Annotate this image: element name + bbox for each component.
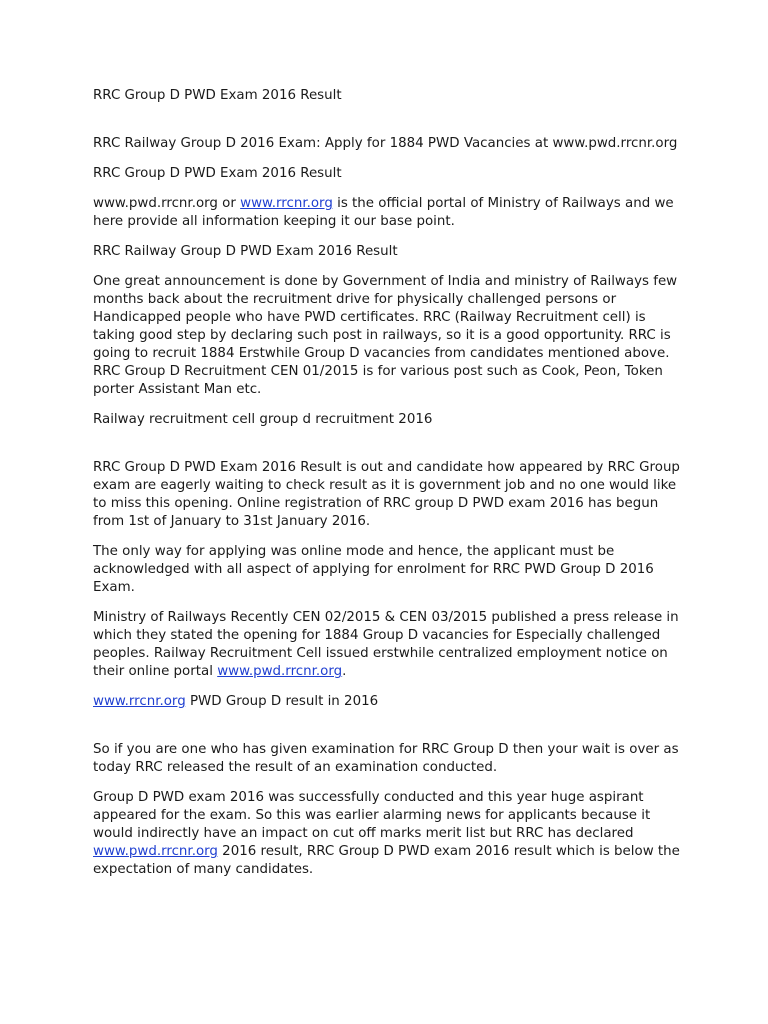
document-title: RRC Group D PWD Exam 2016 Result — [93, 88, 342, 103]
paragraph-text: www.pwd.rrcnr.org or — [93, 196, 241, 211]
paragraph-railway-result-heading: RRC Railway Group D PWD Exam 2016 Result — [93, 244, 398, 259]
paragraph-result-2016 — [93, 693, 683, 711]
paragraph-result-out: RRC Group D PWD Exam 2016 Result is out and candidate how appeared by RRC Group exam are eagerly waiting to check result as it is government job and no one would like to miss this opening. Online registration of RRC group D PWD exam 2016 has begun from 1st of January to 31st January 2016. — [93, 460, 680, 529]
paragraph-announcement: One great announcement is done by Government of India and ministry of Railways few months back about the recruitment drive for physically challenged persons or Handicapped people who have PWD certificates. RRC (Railway Recruitment cell) is taking good step by declaring such post in railways, so it is a good opportunity. RRC is going to recruit 1884 Erstwhile Group D vacancies from candidates mentioned above. RRC Group D Recruitment CEN 01/2015 is for various post such as Cook, Peon, Token porter Assistant Man etc. — [93, 274, 678, 397]
paragraph-text: is the official portal of Ministry of Railways and we here provide all information keeping it our base point. — [93, 196, 674, 229]
paragraph-result-heading: RRC Group D PWD Exam 2016 Result — [93, 166, 342, 181]
paragraph-apply-vacancies: RRC Railway Group D 2016 Exam: Apply for 1884 PWD Vacancies at www.pwd.rrcnr.org — [93, 136, 678, 151]
document-body — [93, 87, 683, 891]
paragraph-text: Group D PWD exam 2016 was successfully conducted and this year huge aspirant appeared for the exam. So this was earlier alarming news for applicants because it would indirectly have an impact on cut off marks merit list but RRC has declared — [93, 790, 651, 841]
paragraph-official-portal — [93, 195, 683, 231]
paragraph-text: 2016 result, RRC Group D PWD exam 2016 result which is below the expectation of many candidates. — [93, 844, 680, 877]
paragraph-wait-over: So if you are one who has given examination for RRC Group D then your wait is over as today RRC released the result of an examination conducted. — [93, 742, 679, 775]
paragraph-text: . — [342, 664, 347, 679]
paragraph-exam-conducted — [93, 789, 683, 879]
paragraph-text: PWD Group D result in 2016 — [185, 694, 379, 709]
rrcnr-link[interactable]: www.rrcnr.org — [93, 694, 186, 709]
paragraph-recruitment-heading: Railway recruitment cell group d recruitment 2016 — [93, 412, 433, 427]
pwd-rrcnr-link[interactable]: www.pwd.rrcnr.org — [93, 844, 218, 859]
pwd-rrcnr-link[interactable]: www.pwd.rrcnr.org — [217, 664, 343, 679]
paragraph-online-mode: The only way for applying was online mode and hence, the applicant must be acknowledged with all aspect of applying for enrolment for RRC PWD Group D 2016 Exam. — [93, 544, 654, 595]
rrcnr-link[interactable]: www.rrcnr.org — [240, 196, 333, 211]
paragraph-text: Ministry of Railways Recently CEN 02/2015 & CEN 03/2015 published a press release in which they stated the opening for 1884 Group D vacancies for Especially challenged peoples. Railway Recruitment Cell issued erstwhile centralized employment notice on their online portal — [93, 610, 679, 679]
paragraph-ministry-notice — [93, 609, 683, 681]
